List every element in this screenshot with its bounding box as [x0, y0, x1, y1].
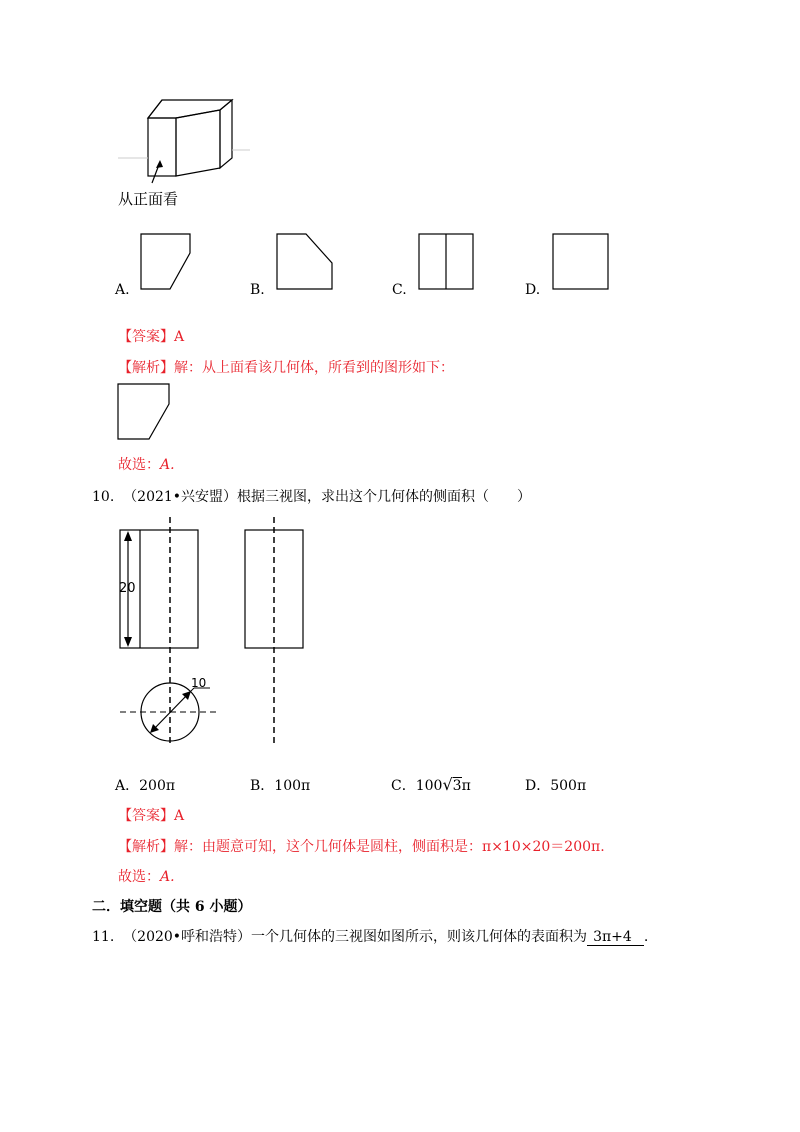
- sqrt-symbol: √: [442, 775, 453, 794]
- section-title: 二．填空题（共 6 小题）: [92, 899, 252, 915]
- q10-analysis-tag: 【解析】: [118, 839, 174, 855]
- q10-option-d[interactable]: [525, 775, 586, 795]
- q10-option-a-value: 200π: [139, 778, 176, 794]
- q9-conclusion-value: A.: [160, 457, 175, 473]
- q9-option-c-letter[interactable]: C.: [392, 282, 407, 298]
- q10-conclusion: [118, 866, 175, 886]
- q10-option-d-value: 500π: [550, 778, 587, 794]
- q10-option-a-letter: A．: [115, 778, 140, 794]
- q10-analysis: [118, 836, 605, 856]
- q10-analysis-text: 解：由题意可知，这个几何体是圆柱，侧面积是：π×10×20＝200π.: [174, 839, 605, 855]
- q10-option-b-value: 100π: [274, 778, 311, 794]
- q10-option-c-letter: C．: [391, 778, 416, 794]
- q10-option-a[interactable]: [115, 775, 175, 795]
- q10-option-d-letter: D．: [525, 778, 551, 794]
- q10-conclusion-value: A.: [160, 869, 175, 885]
- q10-option-c-prefix: 100: [415, 778, 443, 794]
- q10-answer-value: A: [174, 808, 185, 824]
- q10-conclusion-label: 故选：: [118, 869, 160, 885]
- q9-conclusion-label: 故选：: [118, 457, 160, 473]
- q11-stem: [92, 926, 648, 946]
- q10-height-dimension: 20: [119, 581, 136, 596]
- q9-analysis-text: 解：从上面看该几何体，所看到的图形如下：: [174, 360, 454, 376]
- q10-option-c[interactable]: [391, 775, 471, 795]
- q10-stem-text: （2021•兴安盟）根据三视图，求出这个几何体的侧面积（ ）: [123, 489, 532, 505]
- q10-number: 10.: [92, 489, 115, 505]
- q11-number: 11.: [92, 929, 115, 945]
- q10-answer: [118, 805, 184, 825]
- q11-end: .: [643, 929, 649, 945]
- q9-answer-tag: 【答案】: [118, 329, 174, 345]
- q9-analysis-tag: 【解析】: [118, 360, 174, 376]
- q9-option-d-letter[interactable]: D.: [525, 282, 541, 298]
- q11-stem-text: （2020•呼和浩特）一个几何体的三视图如图所示，则该几何体的表面积为: [123, 929, 588, 945]
- q10-radius-dimension: 10: [191, 676, 207, 690]
- view-direction-label: 从正面看: [118, 190, 179, 208]
- q11-blank[interactable]: 3π+4: [587, 929, 644, 946]
- q9-option-b-letter[interactable]: B.: [250, 282, 265, 298]
- q10-option-b-letter: B．: [250, 778, 275, 794]
- q10-option-b[interactable]: [250, 775, 310, 795]
- q9-option-a-letter[interactable]: A.: [115, 282, 130, 298]
- q10-option-c-suffix: π: [461, 778, 471, 794]
- q9-answer-value: A: [174, 329, 185, 345]
- q10-answer-tag: 【答案】: [118, 808, 174, 824]
- q10-option-c-radicand: 3: [452, 778, 462, 794]
